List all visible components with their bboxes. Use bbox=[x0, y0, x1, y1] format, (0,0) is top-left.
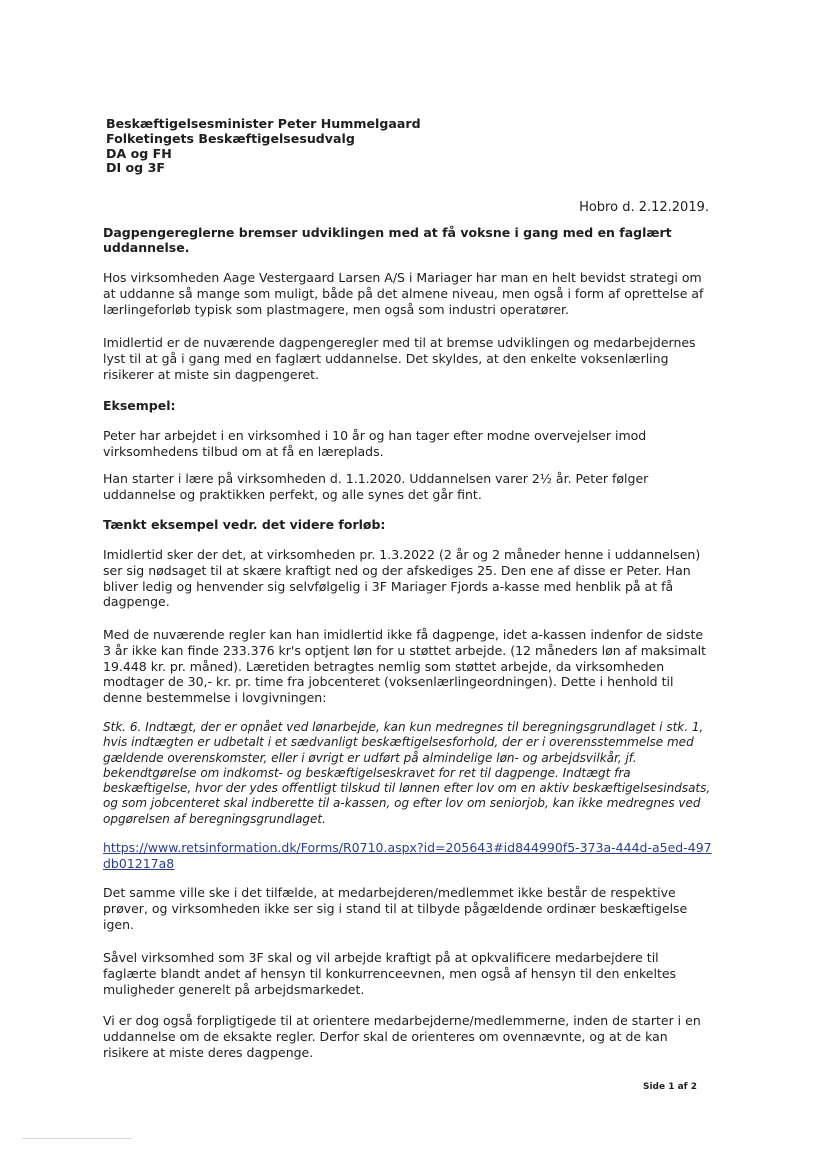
recipient-line: Folketingets Beskæftigelsesudvalg bbox=[106, 130, 355, 146]
recipient-block bbox=[106, 117, 421, 176]
recipient-line: DA og FH bbox=[106, 145, 172, 161]
law-quote: Stk. 6. Indtægt, der er opnået ved lønarbejde, kan kun medregnes til beregningsgrundlaget i stk. 1, hvis indtægten er udbetalt i et sædvanligt beskæftigelsesforhold, der er i overensstemmelse med gældende overenskomster, eller i øvrigt er udført på almindelige løn- og arbejdsvilkår, jf. bekendtgørelse om indkomst- og beskæftigelseskravet for ret til dagpenge. Indtægt fra beskæftigelse, hvor der ydes offentligt tilskud til lønnen efter lov om en aktiv beskæftigelsesindsats, og som jobcenteret skal indberette til a-kassen, og efter lov om seniorjob, kan ikke medregnes ved opgørelsen af beregningsgrundlaget. bbox=[103, 720, 711, 826]
page-number: Side 1 af 2 bbox=[642, 1082, 697, 1092]
paragraph-thought-1: Imidlertid sker der det, at virksomheden pr. 1.3.2022 (2 år og 2 måneder henne i uddannelsen) ser sig nødsaget til at skære kraftigt ned og der afskediges 25. Den ene af disse er Peter. Han bliver ledig og henvender sig selvfølgelig i 3F Mariager Fjords a-kasse med henblik på at få dagpenge. bbox=[103, 547, 701, 610]
law-link[interactable]: https://www.retsinformation.dk/Forms/R0710.aspx?id=205643#id844990f5-373a-444d-a5ed-497db01217a8 bbox=[103, 840, 712, 871]
paragraph-problem: Imidlertid er de nuværende dagpengeregler med til at bremse udviklingen og medarbejdernes lyst til at gå i gang med en faglært uddannelse. Det skyldes, at den enkelte voksenlærling risikerer at miste sin dagpengeret. bbox=[103, 335, 696, 382]
thought-example-heading: Tænkt eksempel vedr. det videre forløb: bbox=[103, 517, 386, 532]
paragraph-intro: Hos virksomheden Aage Vestergaard Larsen A/S i Mariager har man en helt bevidst strategi om at uddanne så mange som muligt, både på det almene niveau, men også i form af oprettelse af lærlingeforløb typisk som plastmagere, men også som industri operatører. bbox=[103, 270, 704, 317]
letter-date: Hobro d. 2.12.2019. bbox=[579, 200, 709, 215]
paragraph-example-1: Peter har arbejdet i en virksomhed i 10 år og han tager efter modne overvejelser imod virksomhedens tilbud om at få en læreplads. bbox=[103, 428, 647, 459]
paragraph-upskilling: Såvel virksomhed som 3F skal og vil arbejde kraftigt på at opkvalificere medarbejdere til faglærte blandt andet af hensyn til konkurrenceevnen, men også af hensyn til den enkeltes muligheder generelt på arbejdsmarkedet. bbox=[103, 950, 677, 997]
recipient-line: Beskæftigelsesminister Peter Hummelgaard bbox=[106, 116, 421, 131]
paragraph-example-2: Han starter i lære på virksomheden d. 1.1.2020. Uddannelsen varer 2½ år. Peter følger uddannelse og praktikken perfekt, og alle synes det går fint. bbox=[103, 471, 649, 502]
recipient-line: DI og 3F bbox=[106, 160, 165, 176]
paragraph-obligation: Vi er dog også forpligtigede til at orientere medarbejderne/medlemmerne, inden de starter i en uddannelse om de eksakte regler. Derfor skal de orienteres om ovennævnte, og at de kan risikere at miste deres dagpenge. bbox=[103, 1013, 701, 1060]
paragraph-thought-2: Med de nuværende regler kan han imidlertid ikke få dagpenge, idet a-kassen indenfor de sidste 3 år ikke kan finde 233.376 kr's optjent løn for u støttet arbejde. (12 måneders løn af maksimalt 19.448 kr. pr. måned). Læretiden betragtes nemlig som støttet arbejde, da virksomheden modtager de 30,- kr. pr. time fra jobcenteret (voksenlærlingeordningen). Dette i henhold til denne bestemmelse i lovgivningen: bbox=[103, 627, 706, 706]
example-heading: Eksempel: bbox=[103, 398, 176, 413]
scan-artifact-line bbox=[22, 1138, 132, 1139]
letter-heading: Dagpengereglerne bremser udviklingen med at få voksne i gang med en faglært uddannelse. bbox=[103, 225, 672, 255]
paragraph-same-case: Det samme ville ske i det tilfælde, at medarbejderen/medlemmet ikke består de respektive prøver, og virksomheden ikke ser sig i stand til at tilbyde pågældende ordinær beskæftigelse igen. bbox=[103, 885, 688, 932]
